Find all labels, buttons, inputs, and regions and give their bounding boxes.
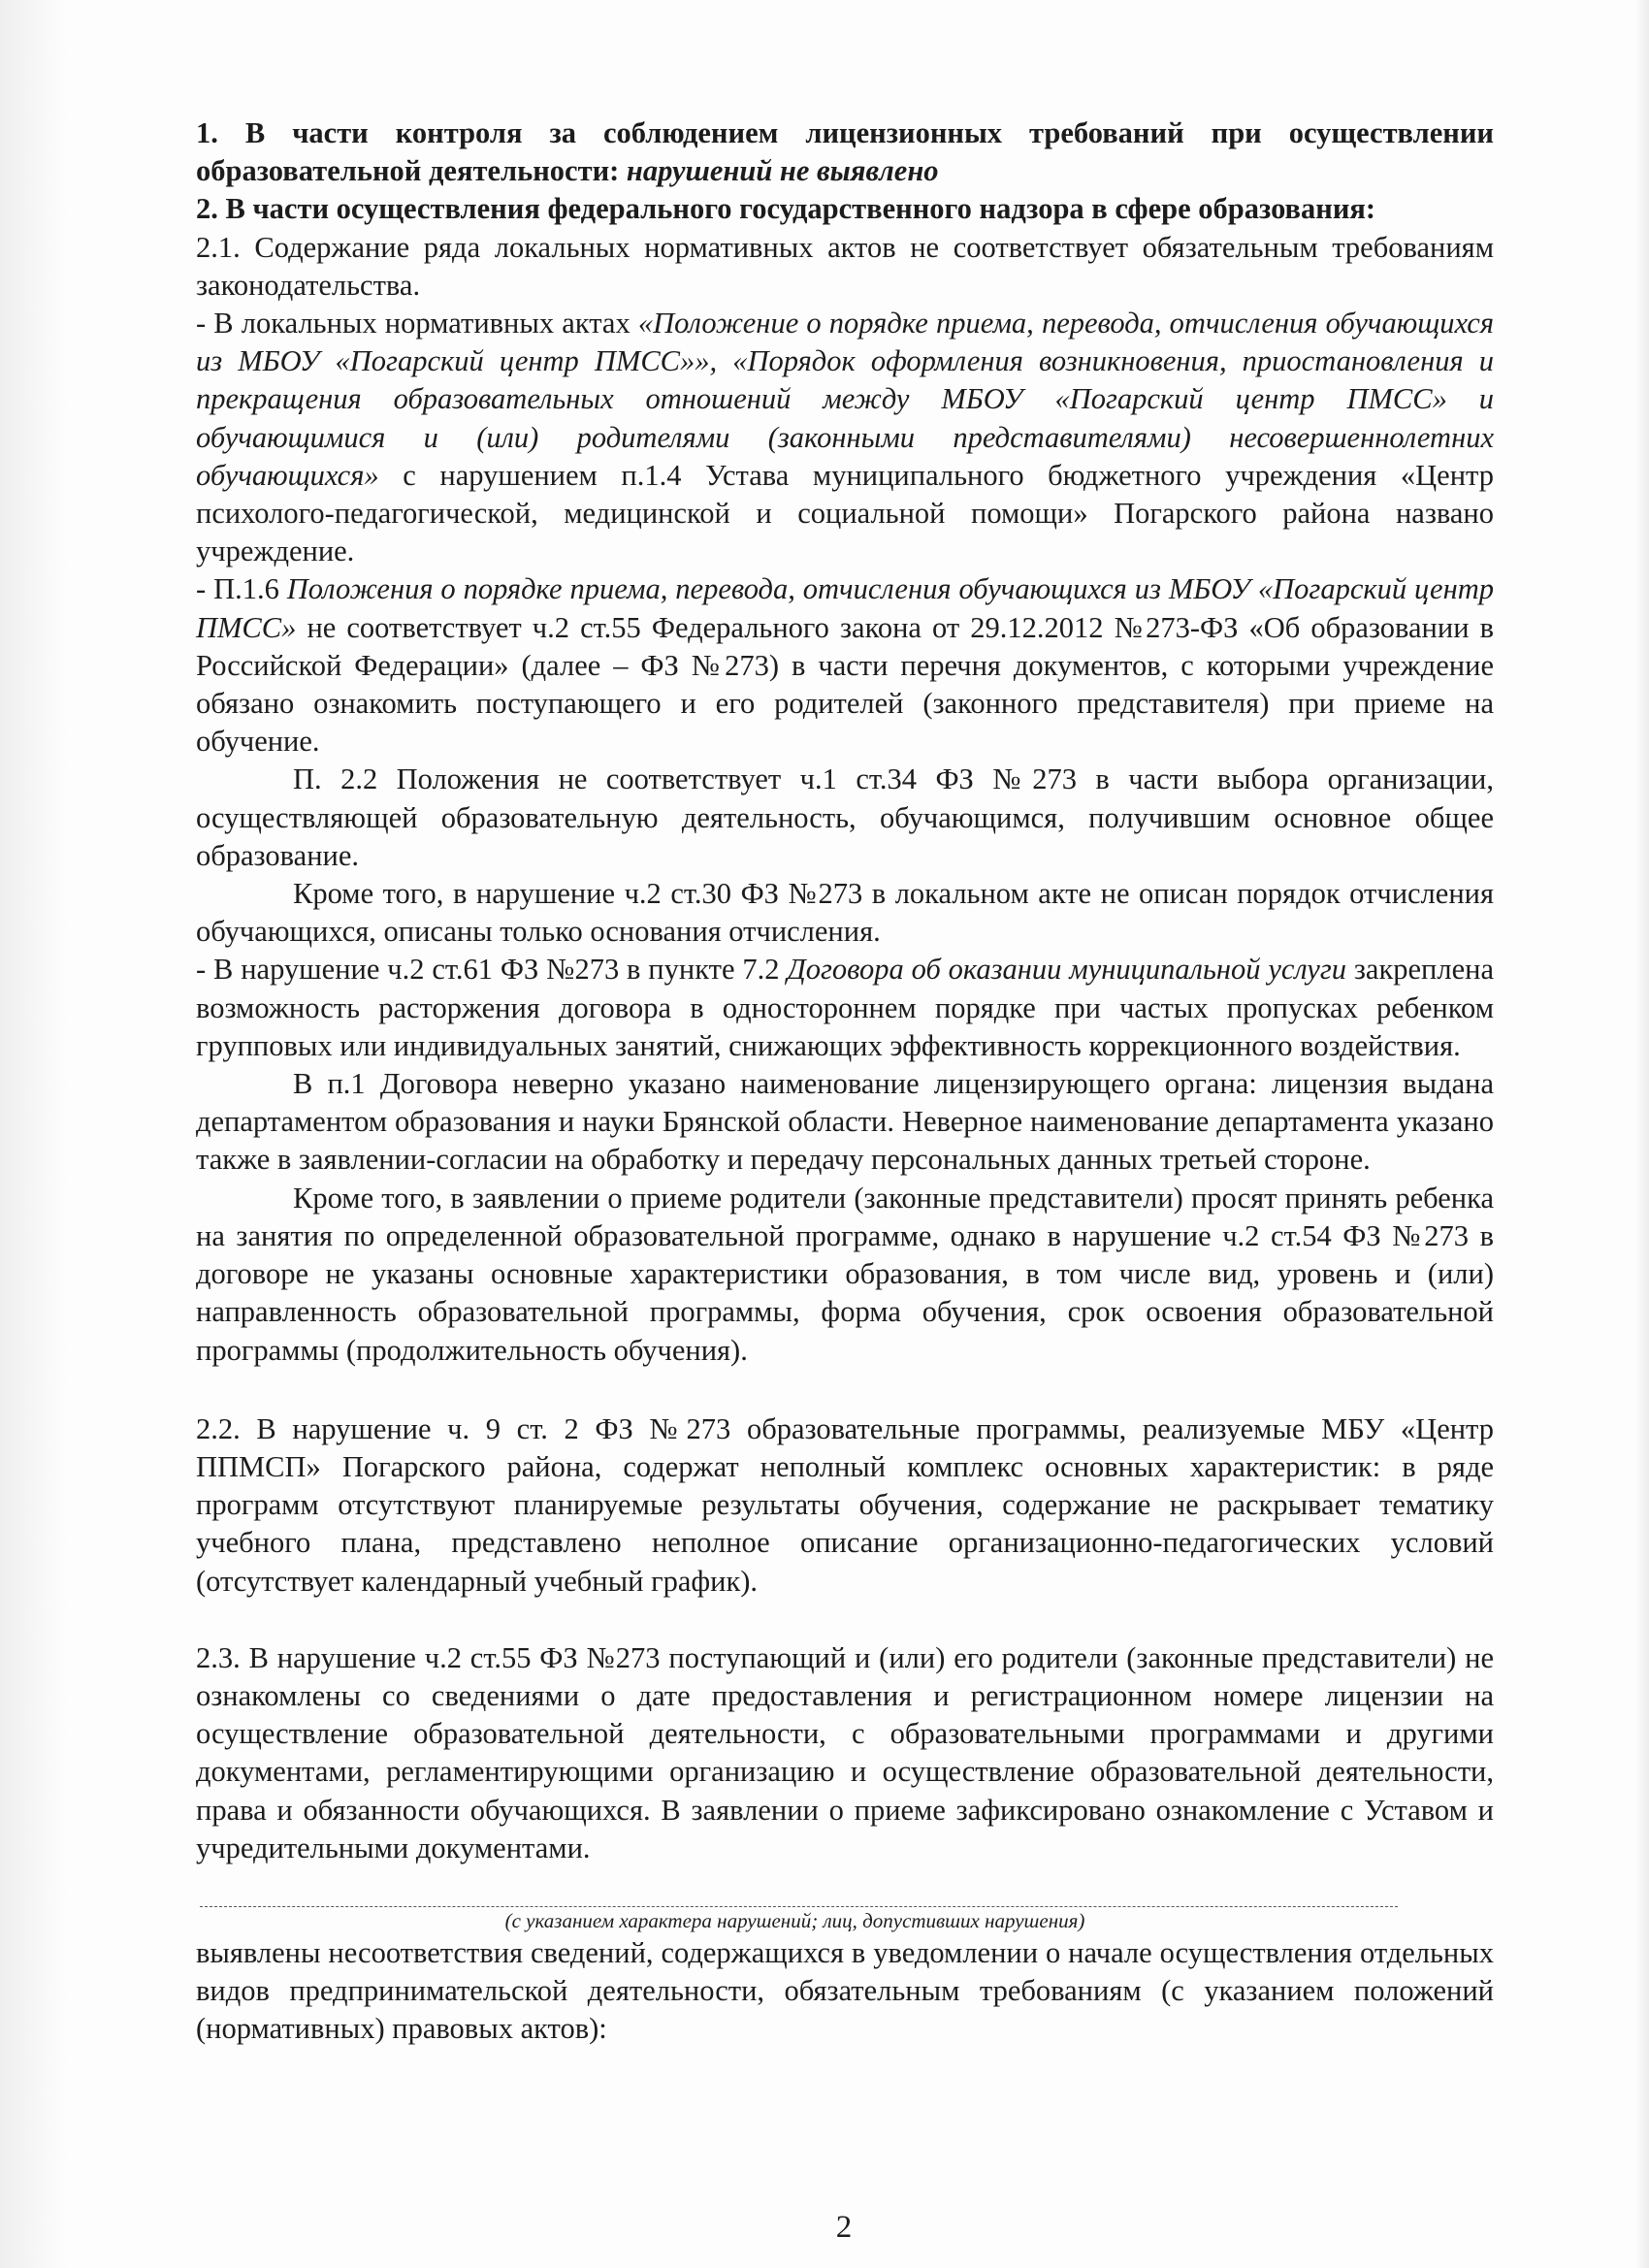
text-run: - П.1.6: [196, 572, 287, 606]
paragraph-local-acts: [196, 305, 1494, 570]
act-title: Положения о порядке приема, перевода, отчисления обучающихся из МБОУ «Погарский центр ПМСС»: [196, 572, 1494, 644]
scan-edge-left: [0, 0, 68, 2268]
text-run: закреплена возможность расторжения договора в одностороннем порядке при частых пропусках ребенком групповых или индивидуальных занятий, снижающих эффективность коррекционного воздействия.: [196, 953, 1494, 1062]
scan-edge-right: [1635, 0, 1649, 2268]
paragraph-licensing-control: [196, 114, 1494, 190]
verdict-text: нарушений не выявлено: [626, 154, 939, 188]
spacer: [196, 1370, 1494, 1410]
paragraph-admission-application: Кроме того, в заявлении о приеме родители (законные представители) просят принять ребенка на занятия по определенной образовательной программе, однако в нарушение ч.2 ст.54 ФЗ №273 в договоре не указаны основные характеристики образования, в том числе вид, уровень и (или) направленность образовательной программы, форма обучения, срок освоения образовательной программы (продолжительность обучения).: [196, 1181, 1494, 1367]
page-number: 2: [835, 2210, 853, 2245]
spacer: [196, 1601, 1494, 1639]
act-titles: «Положение о порядке приема, перевода, отчисления обучающихся из МБОУ «Погарский центр ПМСС»», «Порядок оформления возникновения, приостановления и прекращения образовательных отношений между МБОУ «Погарский центр ПМСС» и обучающимися и (или) родителями (законными представителями) несовершеннолетних обучающихся»: [196, 307, 1494, 492]
paragraph-federal-supervision: 2. В части осуществления федерального государственного надзора в сфере образования:: [196, 192, 1376, 226]
text-run: не соответствует ч.2 ст.55 Федерального закона от 29.12.2012 №273-ФЗ «Об образовании в Российской Федерации» (далее – ФЗ №273) в части перечня документов, с которыми учреждение обязано ознакомить поступающего и его родителей (законного представителя) при приеме на обучение.: [196, 610, 1494, 759]
separator-caption: (с указанием характера нарушений; лиц, допустивших нарушения): [504, 1908, 1085, 1932]
text-run: с нарушением п.1.4 Устава муниципального бюджетного учреждения «Центр психолого-педагогической, медицинской и социальной помощи» Погарского района названо учреждение.: [196, 458, 1494, 568]
document-body: [196, 114, 1494, 2049]
paragraph-p-1-6: [196, 570, 1494, 761]
text-run: - В нарушение ч.2 ст.61 ФЗ №273 в пункте 7.2: [196, 953, 788, 987]
paragraph-contract-7-2: [196, 951, 1494, 1065]
paragraph-2-1: 2.1. Содержание ряда локальных нормативных актов не соответствует обязательным требованиям законодательства.: [196, 230, 1494, 302]
text-run: - В локальных нормативных актах: [196, 307, 638, 340]
paragraph-heading: 1. В части контроля за соблюдением лицензионных требований при осуществлении образовательной деятельности:: [196, 116, 1494, 188]
paragraph-2-3: 2.3. В нарушение ч.2 ст.55 ФЗ №273 поступающий и (или) его родители (законные представители) не ознакомлены со сведениями о дате предоставления и регистрационном номере лицензии на осуществление образовательной деятельности, с образовательными программами и другими документами, регламентирующими организацию и осуществление образовательной деятельности, права и обязанности обучающихся. В заявлении о приеме зафиксировано ознакомление с Уставом и учредительными документами.: [196, 1640, 1494, 1864]
paragraph-2-2: 2.2. В нарушение ч. 9 ст. 2 ФЗ №273 образовательные программы, реализуемые МБУ «Центр ППМСП» Погарского района, содержат неполный комплекс основных характеристик: в ряде программ отсутствуют планируемые результаты обучения, содержание не раскрывает тематику учебного плана, представлено неполное описание организационно-педагогических условий (отсутствует календарный учебный график).: [196, 1411, 1494, 1598]
paragraph-expulsion-order: Кроме того, в нарушение ч.2 ст.30 ФЗ №273 в локальном акте не описан порядок отчисления обучающихся, описаны только основания отчисления.: [196, 877, 1494, 949]
contract-title: Договора об оказании муниципальной услуги: [787, 953, 1346, 987]
paragraph-p-2-2: П. 2.2 Положения не соответствует ч.1 ст.34 ФЗ №273 в части выбора организации, осуществляющей образовательную деятельность, обучающимся, получившим основное общее образование.: [196, 762, 1494, 872]
paragraph-notification-mismatch: выявлены несоответствия сведений, содержащихся в уведомлении о начале осуществления отдельных видов предпринимательской деятельности, обязательным требованиям (с указанием положений (нормативных) правовых актов):: [196, 1935, 1494, 2046]
paragraph-licensing-body: В п.1 Договора неверно указано наименование лицензирующего органа: лицензия выдана департаментом образования и науки Брянской области. Неверное наименование департамента указано также в заявлении-согласии на обработку и передачу персональных данных третьей стороне.: [196, 1067, 1494, 1177]
